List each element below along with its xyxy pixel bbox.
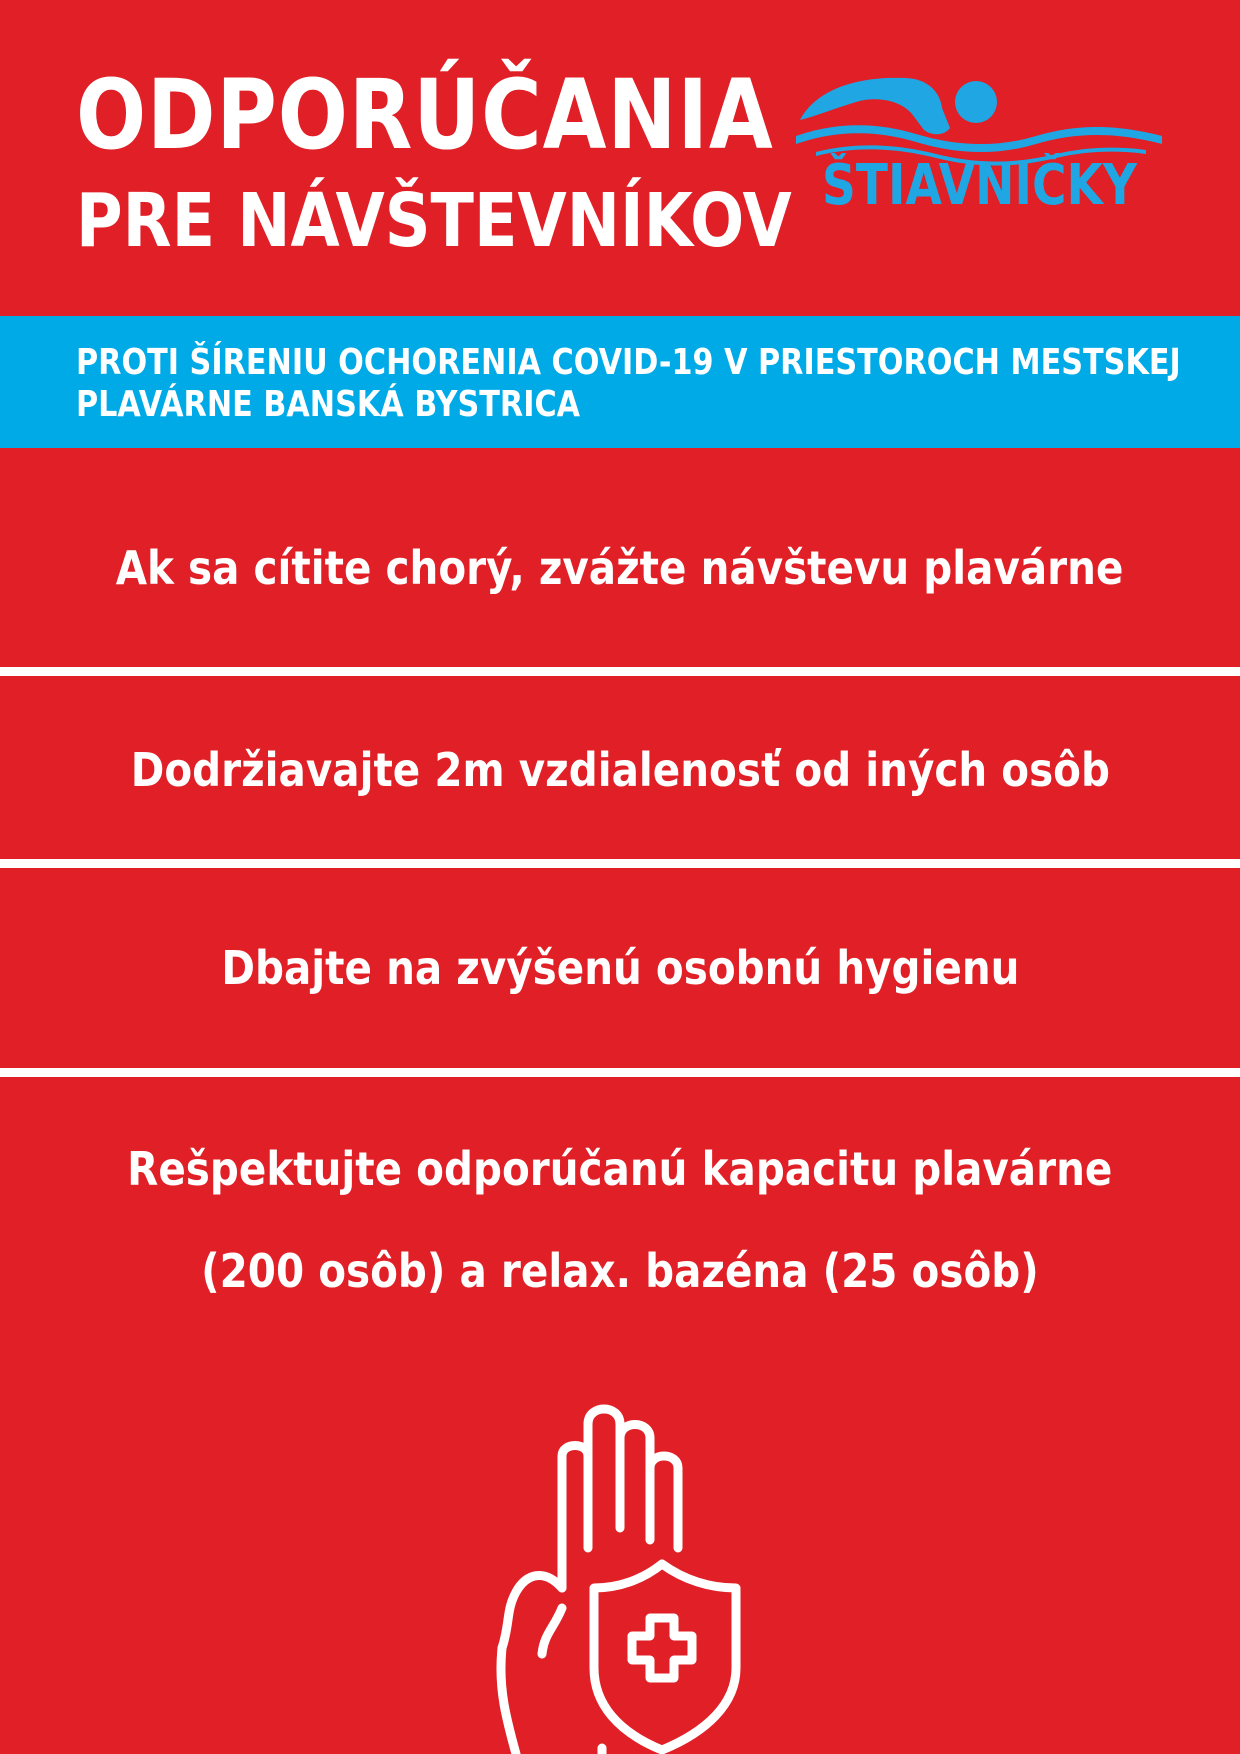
header (0, 0, 1240, 316)
page-title: ODPORÚČANIA (76, 59, 774, 171)
divider-1 (0, 667, 1240, 676)
recommendation-2: Dodržiavajte 2m vzdialenosť od iných osôb (130, 743, 1110, 797)
recommendation-3: Dbajte na zvýšenú osobnú hygienu (220, 941, 1020, 995)
hand-shield-cross-icon (484, 1398, 764, 1754)
band-text-line-1: PROTI ŠÍRENIU OCHORENIA COVID-19 V PRIESTOROCH MESTSKEJ (76, 342, 1181, 383)
divider-3 (0, 1068, 1240, 1077)
recommendation-1: Ak sa cítite chorý, zvážte návštevu plavárne (116, 541, 1124, 595)
recommendation-4: Rešpektujte odporúčanú kapacitu plavárne (127, 1142, 1113, 1196)
recommendation-4-continued: (200 osôb) a relax. bazéna (25 osôb) (201, 1244, 1039, 1298)
page-subtitle: PRE NÁVŠTEVNÍKOV (76, 178, 792, 264)
divider-2 (0, 859, 1240, 868)
logo-text: ŠTIAVNIČKY (822, 153, 1137, 218)
band-text-line-2: PLAVÁRNE BANSKÁ BYSTRICA (76, 384, 581, 425)
